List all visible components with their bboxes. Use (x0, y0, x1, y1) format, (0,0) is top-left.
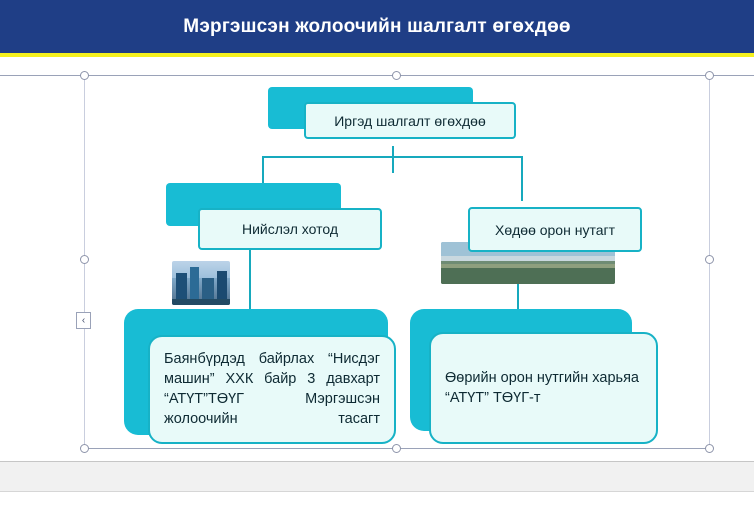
resize-handle-top-left[interactable] (80, 71, 89, 80)
slide-title-bar (0, 0, 754, 57)
node-detail-right[interactable] (429, 332, 658, 444)
page-title: Мэргэшсэн жолоочийн шалгалт өгөхдөө (183, 16, 571, 37)
node-root-label: Иргэд шалгалт өгөхдөө (334, 112, 486, 129)
node-branch-left-label: Нийслэл хотод (241, 221, 339, 237)
collapse-panel-button[interactable]: ‹ (76, 312, 91, 329)
city-photo (172, 261, 230, 305)
selection-border-top (0, 75, 754, 76)
node-branch-right-label: Хөдөө орон нутагт (494, 221, 616, 238)
connector-to-right-branch (521, 156, 523, 201)
node-detail-left[interactable] (148, 335, 396, 444)
resize-handle-bottom-center[interactable] (392, 444, 401, 453)
resize-handle-bottom-right[interactable] (705, 444, 714, 453)
resize-handle-top-right[interactable] (705, 71, 714, 80)
bottom-area (0, 461, 754, 509)
resize-handle-middle-right[interactable] (705, 255, 714, 264)
node-root[interactable] (304, 102, 516, 139)
slide-canvas[interactable] (0, 61, 754, 461)
connector-split-horizontal (262, 156, 523, 158)
node-detail-left-label: Баянбүрдэд байрлах “Нисдэг машин” ХХК байр 3 давхарт “АТҮТ”ТӨҮГ Мэргэшсэн жолоочийн тасагт (164, 351, 380, 427)
resize-handle-middle-left[interactable] (80, 255, 89, 264)
node-branch-right[interactable] (468, 207, 642, 252)
status-bar (0, 462, 754, 492)
connector-root-down (392, 146, 394, 173)
resize-handle-top-center[interactable] (392, 71, 401, 80)
node-detail-right-label: Өөрийн орон нутгийн харьяа “АТҮТ” ТӨҮГ-т (445, 370, 639, 406)
node-branch-left[interactable] (198, 208, 382, 250)
connector-left-branch-down (249, 248, 251, 318)
resize-handle-bottom-left[interactable] (80, 444, 89, 453)
